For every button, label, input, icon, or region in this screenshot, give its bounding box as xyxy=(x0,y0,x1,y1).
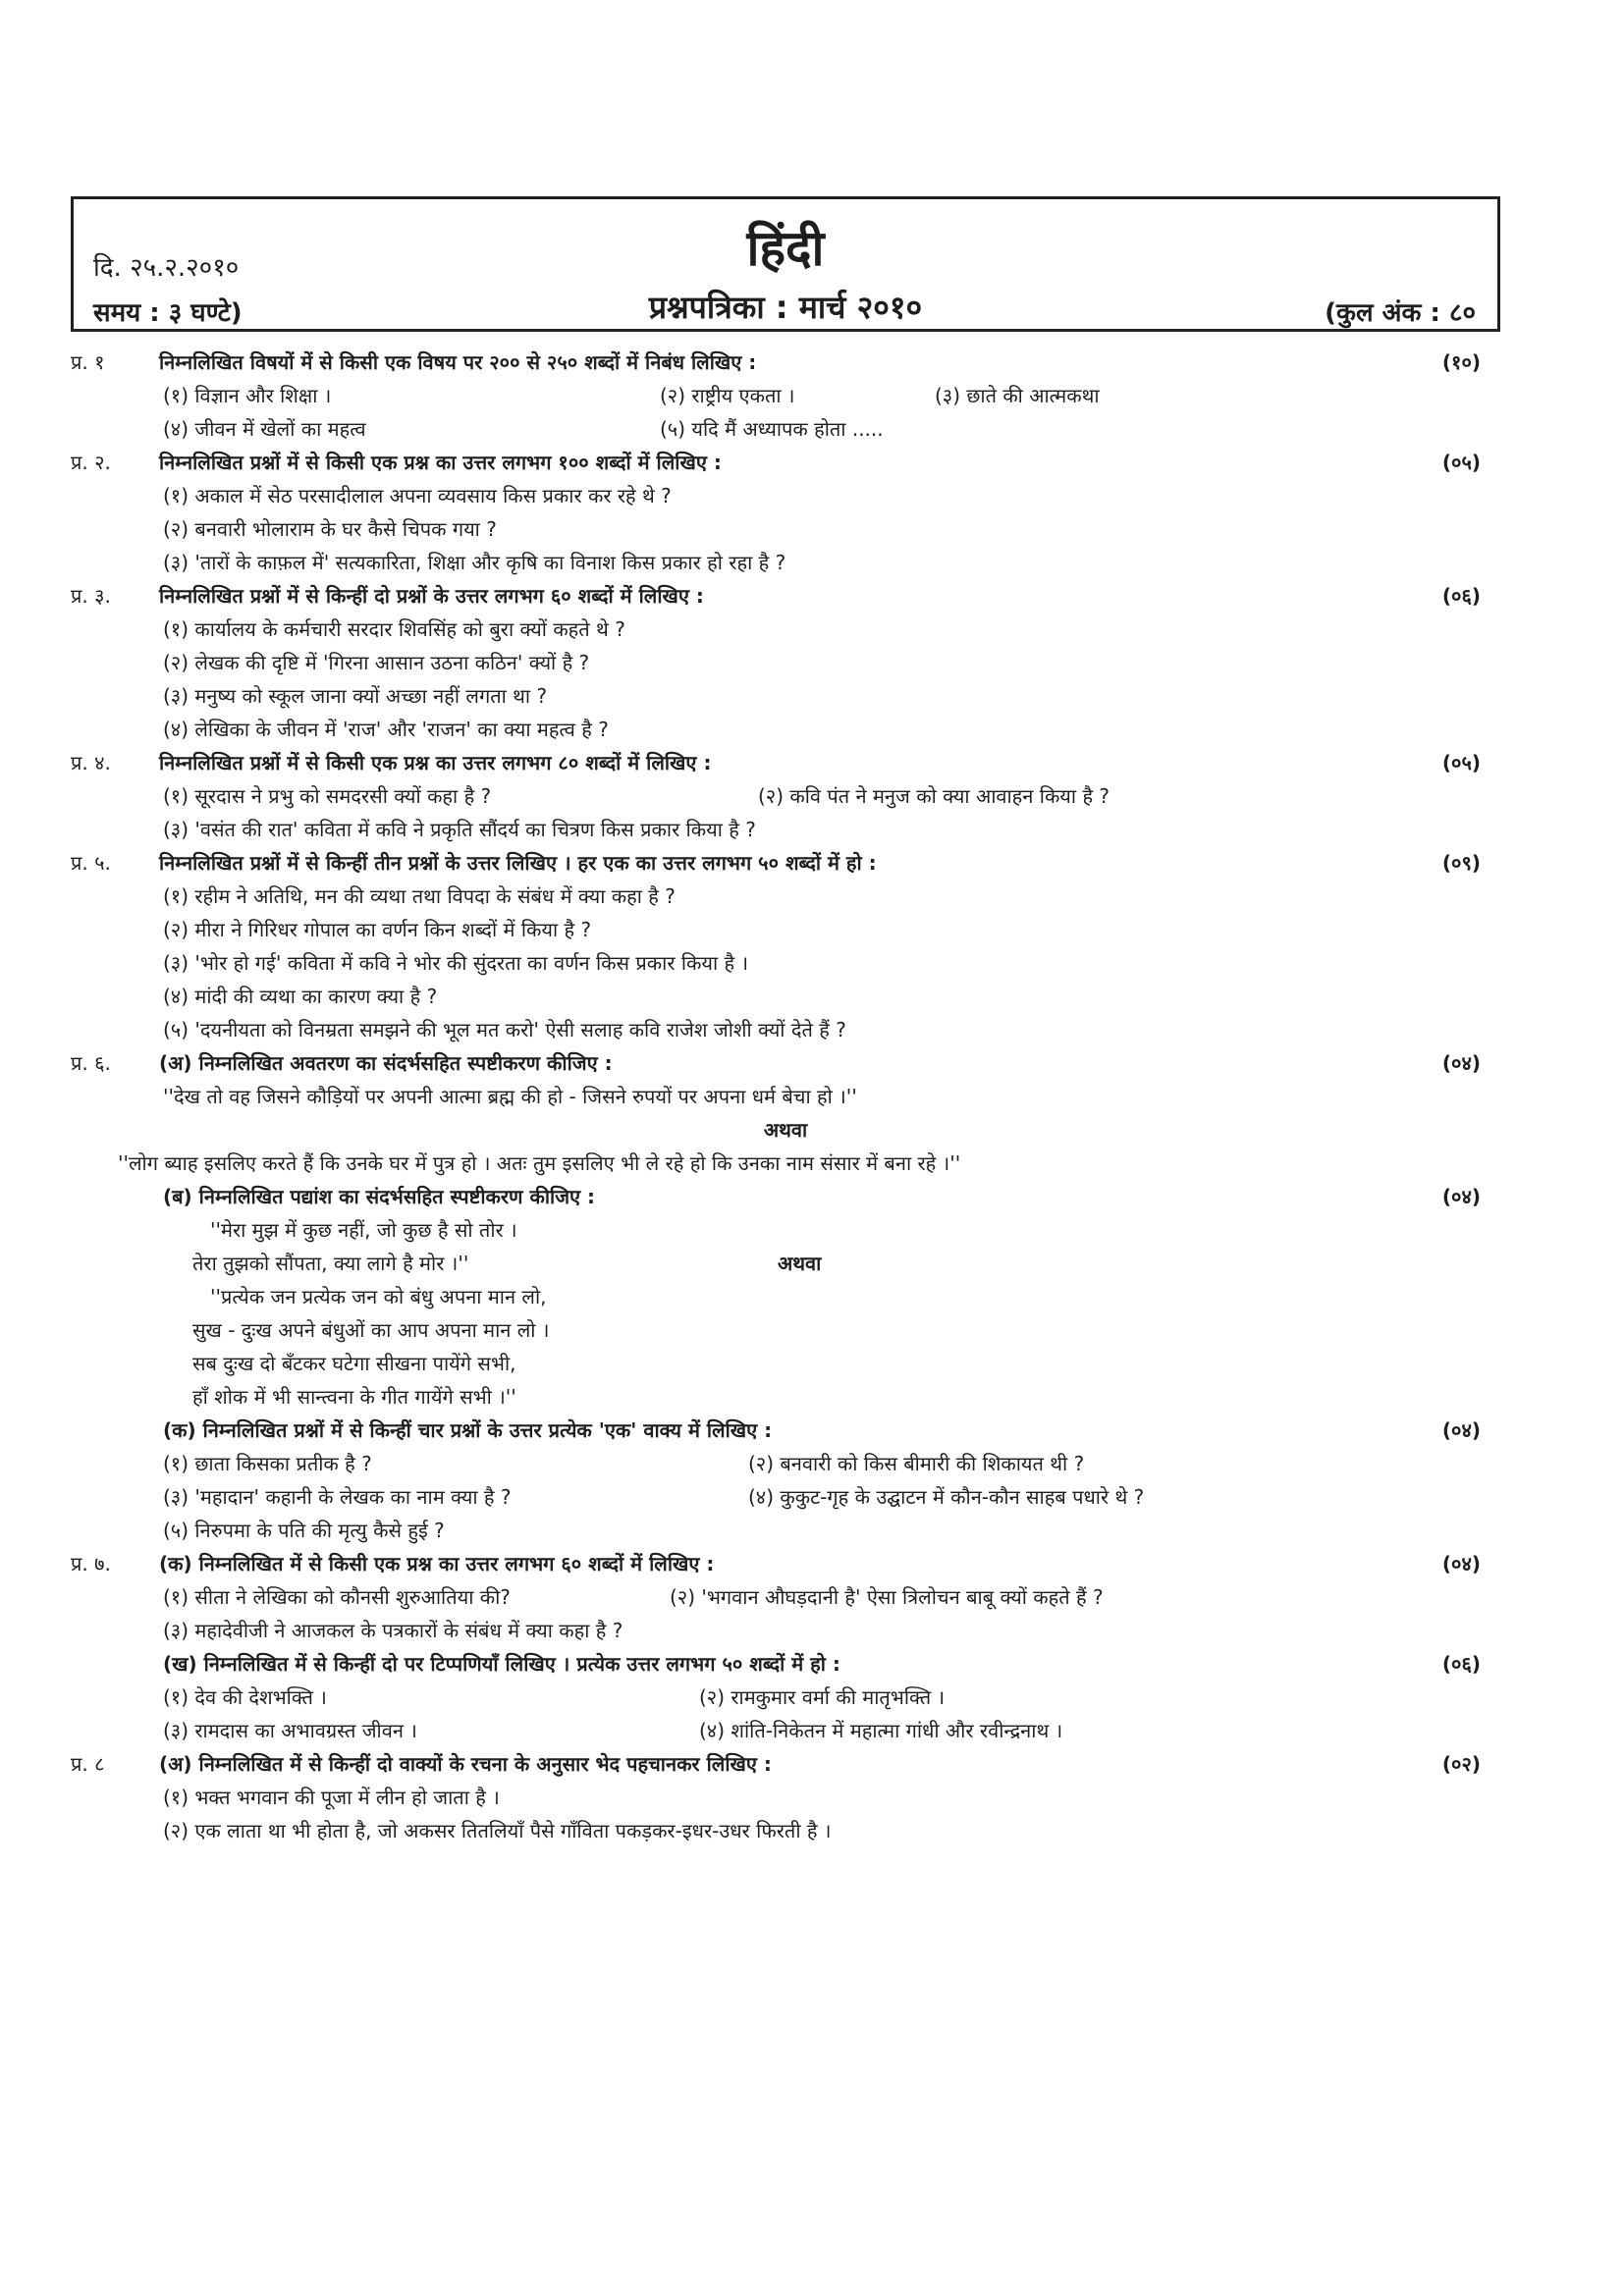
question-number: प्र. ३. xyxy=(71,584,111,608)
option: (३) मनुष्य को स्कूल जाना क्यों अच्छा नहीं लगता था ? xyxy=(163,684,548,708)
question-text: (ब) निम्नलिखित पद्यांश का संदर्भसहित स्पष्टीकरण कीजिए : xyxy=(163,1185,596,1208)
option-row xyxy=(71,779,1500,813)
sub-question xyxy=(71,1180,1500,1213)
option: (१) छाता किसका प्रतीक है ? xyxy=(163,1452,372,1475)
exam-date: दि. २५.२.२०१० xyxy=(93,253,240,283)
passage-line xyxy=(71,1080,1500,1113)
option: (४) मांदी की व्यथा का कारण क्या है ? xyxy=(163,985,438,1008)
option: (४) लेखिका के जीवन में 'राज' और 'राजन' का क्या महत्व है ? xyxy=(163,718,609,741)
question-marks: (०४) xyxy=(1441,1185,1481,1208)
option: (४) जीवन में खेलों का महत्व xyxy=(163,417,366,441)
option-row xyxy=(71,1514,1500,1547)
option-row xyxy=(71,1447,1500,1480)
option-row xyxy=(71,946,1500,980)
question-text: निम्नलिखित प्रश्नों में से किसी एक प्रश्न का उत्तर लगभग १०० शब्दों में लिखिए : xyxy=(159,451,722,474)
question-number: प्र. ८ xyxy=(71,1752,105,1776)
option: (१) रहीम ने अतिथि, मन की व्यथा तथा विपदा के संबंध में क्या कहा है ? xyxy=(163,884,676,908)
option-row xyxy=(71,1681,1500,1714)
option-row xyxy=(71,379,1500,412)
option: (१) अकाल में सेठ परसादीलाल अपना व्यवसाय किस प्रकार कर रहे थे ? xyxy=(163,484,672,507)
option: (१) सीता ने लेखिका को कौनसी शुरुआतिया की? xyxy=(163,1585,511,1609)
passage-line xyxy=(71,1147,1500,1180)
total-marks: (कुल अंक : ८० xyxy=(1325,298,1476,328)
option-row xyxy=(71,980,1500,1013)
option: (२) बनवारी को किस बीमारी की शिकायत थी ? xyxy=(748,1452,1085,1475)
option-row xyxy=(71,479,1500,512)
question-number: प्र. ५. xyxy=(71,851,111,875)
questions-section xyxy=(71,346,1500,1847)
question-marks: (०५) xyxy=(1441,751,1481,774)
question-5 xyxy=(71,846,1500,880)
exam-duration: समय : ३ घण्टे) xyxy=(93,298,243,328)
option: (१) देव की देशभक्ति । xyxy=(163,1685,327,1709)
question-7 xyxy=(71,1547,1500,1580)
sub-question xyxy=(71,1414,1500,1447)
option-row xyxy=(71,1781,1500,1814)
option: (३) 'भोर हो गई' कविता में कवि ने भोर की सुंदरता का वर्णन किस प्रकार किया है । xyxy=(163,951,749,975)
option: (२) मीरा ने गिरिधर गोपाल का वर्णन किन शब्दों में किया है ? xyxy=(163,918,592,941)
option-row xyxy=(71,880,1500,913)
option-row xyxy=(71,1480,1500,1514)
option: (२) एक लाता था भी होता है, जो अकसर तितलियाँ पैसे गाँविता पकड़कर-इधर-उधर फिरती है । xyxy=(163,1819,832,1842)
option: (२) बनवारी भोलाराम के घर कैसे चिपक गया ? xyxy=(163,517,497,541)
or-label: अथवा xyxy=(763,1118,808,1142)
passage: ''देख तो वह जिसने कौड़ियों पर अपनी आत्मा ब्रह्म की हो - जिसने रुपयों पर अपना धर्म बेचा हो ।'' xyxy=(163,1085,857,1108)
question-marks: (०९) xyxy=(1441,851,1481,875)
verse-line xyxy=(71,1313,1500,1347)
option-row xyxy=(71,646,1500,679)
option-row xyxy=(71,913,1500,946)
question-marks: (०५) xyxy=(1441,451,1481,474)
question-4 xyxy=(71,746,1500,779)
option-row xyxy=(71,679,1500,713)
question-text: निम्नलिखित प्रश्नों में से किन्हीं तीन प्रश्नों के उत्तर लिखिए । हर एक का उत्तर लगभग ५० शब्दों में हो : xyxy=(159,851,877,875)
option: (५) 'दयनीयता को विनम्रता समझने की भूल मत करो' ऐसी सलाह कवि राजेश जोशी क्यों देते हैं ? xyxy=(163,1018,846,1041)
option-row xyxy=(71,1013,1500,1046)
option-row xyxy=(71,713,1500,746)
option: (२) रामकुमार वर्मा की मातृभक्ति । xyxy=(699,1685,946,1709)
question-number: प्र. २. xyxy=(71,451,111,474)
question-1 xyxy=(71,346,1500,379)
question-marks: (१०) xyxy=(1441,350,1481,374)
question-marks: (०४) xyxy=(1441,1051,1481,1075)
option: (२) कवि पंत ने मनुज को क्या आवाहन किया है ? xyxy=(758,784,1110,808)
option: (४) कुकुट-गृह के उद्घाटन में कौन-कौन साहब पधारे थे ? xyxy=(748,1485,1145,1509)
option-row xyxy=(71,613,1500,646)
option: (३) महादेवीजी ने आजकल के पत्रकारों के संबंध में क्या कहा है ? xyxy=(163,1619,623,1642)
question-text: (ख) निम्नलिखित में से किन्हीं दो पर टिप्पणियाँ लिखिए । प्रत्येक उत्तर लगभग ५० शब्दों में हो : xyxy=(163,1652,840,1676)
question-marks: (०४) xyxy=(1441,1418,1481,1442)
option: (१) कार्यालय के कर्मचारी सरदार शिवसिंह को बुरा क्यों कहते थे ? xyxy=(163,617,625,641)
option: (५) यदि मैं अध्यापक होता ..... xyxy=(660,417,884,441)
option: (३) छाते की आत्मकथा xyxy=(935,384,1100,407)
option-row xyxy=(71,1714,1500,1747)
option: (१) सूरदास ने प्रभु को समदरसी क्यों कहा है ? xyxy=(163,784,492,808)
subject-title: हिंदी xyxy=(746,220,825,277)
option: (३) 'वसंत की रात' कविता में कवि ने प्रकृति सौंदर्य का चित्रण किस प्रकार किया है ? xyxy=(163,818,756,841)
option: (१) भक्त भगवान की पूजा में लीन हो जाता है । xyxy=(163,1786,500,1809)
question-text: (क) निम्नलिखित प्रश्नों में से किन्हीं चार प्रश्नों के उत्तर प्रत्येक 'एक' वाक्य में लिखिए : xyxy=(163,1418,773,1442)
option: (२) 'भगवान औघड़दानी है' ऐसा त्रिलोचन बाबू क्यों कहते हैं ? xyxy=(670,1585,1104,1609)
verse-line xyxy=(71,1213,1500,1247)
verse-line xyxy=(71,1347,1500,1380)
option: (३) 'तारों के काफ़ल में' सत्यकारिता, शिक्षा और कृषि का विनाश किस प्रकार हो रहा है ? xyxy=(163,551,786,574)
question-6 xyxy=(71,1046,1500,1080)
question-2 xyxy=(71,446,1500,479)
option-row xyxy=(71,512,1500,546)
option: (३) रामदास का अभावग्रस्त जीवन । xyxy=(163,1719,417,1742)
question-number: प्र. ६. xyxy=(71,1051,111,1075)
question-text: निम्नलिखित प्रश्नों में से किसी एक प्रश्न का उत्तर लगभग ८० शब्दों में लिखिए : xyxy=(159,751,712,774)
option: (३) 'महादान' कहानी के लेखक का नाम क्या है ? xyxy=(163,1485,512,1509)
verse: सुख - दुःख अपने बंधुओं का आप अपना मान लो । xyxy=(192,1318,550,1342)
option: (५) निरुपमा के पति की मृत्यु कैसे हुई ? xyxy=(163,1519,445,1542)
option-row xyxy=(71,1814,1500,1847)
question-marks: (०६) xyxy=(1441,1652,1481,1676)
question-number: प्र. ४. xyxy=(71,751,111,774)
verse-line xyxy=(71,1247,1500,1280)
question-number: प्र. १ xyxy=(71,350,105,374)
option: (१) विज्ञान और शिक्षा । xyxy=(163,384,332,407)
question-text: (अ) निम्नलिखित अवतरण का संदर्भसहित स्पष्टीकरण कीजिए : xyxy=(159,1051,613,1075)
question-text: (अ) निम्नलिखित में से किन्हीं दो वाक्यों के रचना के अनुसार भेद पहचानकर लिखिए : xyxy=(159,1752,772,1776)
or-label: अथवा xyxy=(778,1252,822,1275)
question-text: निम्नलिखित प्रश्नों में से किन्हीं दो प्रश्नों के उत्तर लगभग ६० शब्दों में लिखिए : xyxy=(159,584,704,608)
verse: ''मेरा मुझ में कुछ नहीं, जो कुछ है सो तोर । xyxy=(210,1218,517,1242)
question-3 xyxy=(71,579,1500,613)
verse: हाँ शोक में भी सान्त्वना के गीत गायेंगे सभी ।'' xyxy=(192,1385,516,1409)
question-8 xyxy=(71,1747,1500,1781)
question-text: निम्नलिखित विषयों में से किसी एक विषय पर २०० से २५० शब्दों में निबंध लिखिए : xyxy=(159,350,757,374)
option: (२) लेखक की दृष्टि में 'गिरना आसान उठना कठिन' क्यों है ? xyxy=(163,651,590,674)
question-marks: (०६) xyxy=(1441,584,1481,608)
option: (४) शांति-निकेतन में महात्मा गांधी और रवीन्द्रनाथ । xyxy=(699,1719,1063,1742)
option-row xyxy=(71,813,1500,846)
question-marks: (०४) xyxy=(1441,1552,1481,1575)
header-box xyxy=(71,196,1500,332)
option-row xyxy=(71,1614,1500,1647)
or-line xyxy=(71,1113,1500,1147)
verse: ''प्रत्येक जन प्रत्येक जन को बंधु अपना मान लो, xyxy=(210,1285,547,1308)
question-number: प्र. ७. xyxy=(71,1552,111,1575)
option-row xyxy=(71,1580,1500,1614)
passage: ''लोग ब्याह इसलिए करते हैं कि उनके घर में पुत्र हो । अतः तुम इसलिए भी ले रहे हो कि उनका नाम संसार में बना रहे ।'' xyxy=(118,1151,961,1175)
verse: तेरा तुझको सौंपता, क्या लागे है मोर ।'' xyxy=(192,1252,469,1275)
question-marks: (०२) xyxy=(1441,1752,1481,1776)
option-row xyxy=(71,412,1500,446)
option-row xyxy=(71,546,1500,579)
paper-title: प्रश्नपत्रिका : मार्च २०१० xyxy=(648,289,923,326)
option: (२) राष्ट्रीय एकता । xyxy=(660,384,795,407)
verse-line xyxy=(71,1280,1500,1313)
verse-line xyxy=(71,1380,1500,1414)
verse: सब दुःख दो बँटकर घटेगा सीखना पायेंगे सभी, xyxy=(192,1352,516,1375)
sub-question xyxy=(71,1647,1500,1681)
question-text: (क) निम्नलिखित में से किसी एक प्रश्न का उत्तर लगभग ६० शब्दों में लिखिए : xyxy=(159,1552,715,1575)
